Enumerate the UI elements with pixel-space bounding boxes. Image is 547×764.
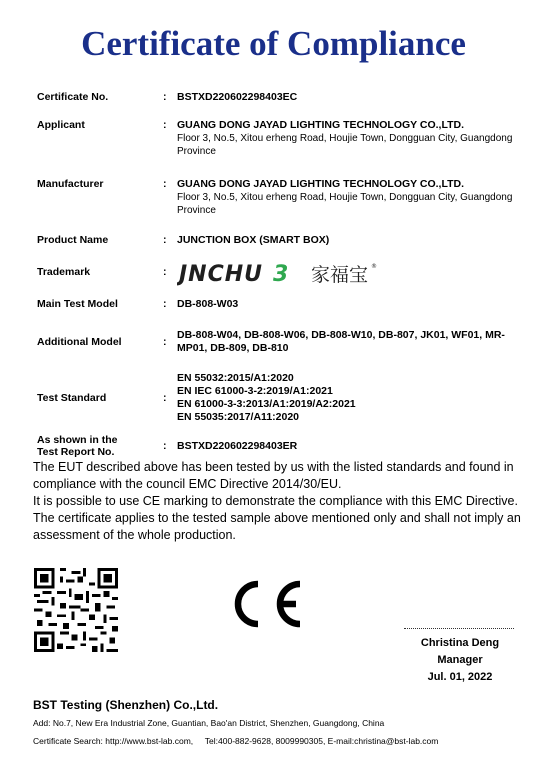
standard-item: EN 55032:2015/A1:2020 <box>177 372 294 384</box>
trademark-label: Trademark <box>37 266 91 278</box>
signer-title: Manager <box>437 654 483 666</box>
colon: : <box>163 440 167 452</box>
signature-date: Jul. 01, 2022 <box>427 671 493 683</box>
colon: : <box>163 392 167 404</box>
colon: : <box>163 336 167 348</box>
manufacturer-address: Floor 3, No.5, Xitou erheng Road, Houjie Town, Dongguan City, Guangdong Province <box>177 192 513 216</box>
colon: : <box>163 119 167 131</box>
certificate-no-label: Certificate No. <box>37 91 109 103</box>
test-standard-label: Test Standard <box>37 392 107 404</box>
main-test-model-value: DB-808-W03 <box>177 298 239 310</box>
manufacturer-name: GUANG DONG JAYAD LIGHTING TECHNOLOGY CO.,LTD. <box>177 178 465 190</box>
colon: : <box>163 178 167 190</box>
colon: : <box>163 234 167 246</box>
signature-line <box>404 628 514 629</box>
applicant-address: Floor 3, No.5, Xitou erheng Road, Houjie Town, Dongguan City, Guangdong Province <box>177 133 513 157</box>
issuer-address: Add: No.7, New Era Industrial Zone, Guantian, Bao'an District, Shenzhen, Guangdong, China <box>33 718 385 728</box>
svg-text:家福宝: 家福宝 <box>311 264 369 286</box>
certificate-title: Certificate of Compliance <box>81 24 466 63</box>
ce-mark-icon <box>222 578 304 630</box>
product-name-label: Product Name <box>37 234 109 246</box>
compliance-statement <box>33 459 533 544</box>
signer-name: Christina Deng <box>420 637 500 649</box>
standard-item: EN IEC 61000-3-2:2019/A1:2021 <box>177 385 333 397</box>
test-report-value: BSTXD220602298403ER <box>177 440 298 452</box>
certificate-no-value: BSTXD220602298403EC <box>177 91 298 103</box>
issuer-company: BST Testing (Shenzhen) Co.,Ltd. <box>33 698 219 712</box>
qr-code-icon[interactable] <box>34 568 118 652</box>
additional-model-label: Additional Model <box>37 336 122 348</box>
test-report-label-line2: Test Report No. <box>37 446 115 458</box>
issuer-contact[interactable]: Certificate Search: http://www.bst-lab.com, Tel:400-882-9628, 8009990305, E-mail:christina@bst-lab.com <box>33 736 439 746</box>
statement-paragraph: It is possible to use CE marking to demonstrate the compliance with this EMC Directive. The certificate applies to the tested sample above mentioned only and shall not imply an assessment of the whole production. <box>33 494 521 542</box>
manufacturer-label: Manufacturer <box>37 178 104 190</box>
colon: : <box>163 91 167 103</box>
standard-item: EN 55035:2017/A11:2020 <box>177 411 300 423</box>
colon: : <box>163 266 167 278</box>
jinchu-logo-icon <box>177 260 392 286</box>
main-test-model-label: Main Test Model <box>37 298 118 310</box>
svg-text:3: 3 <box>273 262 289 286</box>
test-report-label <box>37 434 162 458</box>
product-name-value: JUNCTION BOX (SMART BOX) <box>177 234 330 246</box>
additional-model-value: DB-808-W04, DB-808-W06, DB-808-W10, DB-807, JK01, WF01, MR-MP01, DB-809, DB-810 <box>177 329 505 354</box>
statement-paragraph: The EUT described above has been tested by us with the listed standards and found in compliance with the council EMC Directive 2014/30/EU. <box>33 460 514 491</box>
svg-text:®: ® <box>371 263 377 270</box>
standard-item: EN 61000-3-3:2013/A1:2019/A2:2021 <box>177 398 356 410</box>
svg-text:JNCHU: JNCHU <box>179 262 264 286</box>
applicant-name: GUANG DONG JAYAD LIGHTING TECHNOLOGY CO.,LTD. <box>177 119 465 131</box>
colon: : <box>163 298 167 310</box>
test-report-label-line1: As shown in the <box>37 434 118 446</box>
applicant-label: Applicant <box>37 119 85 131</box>
test-standard-list <box>177 372 522 424</box>
